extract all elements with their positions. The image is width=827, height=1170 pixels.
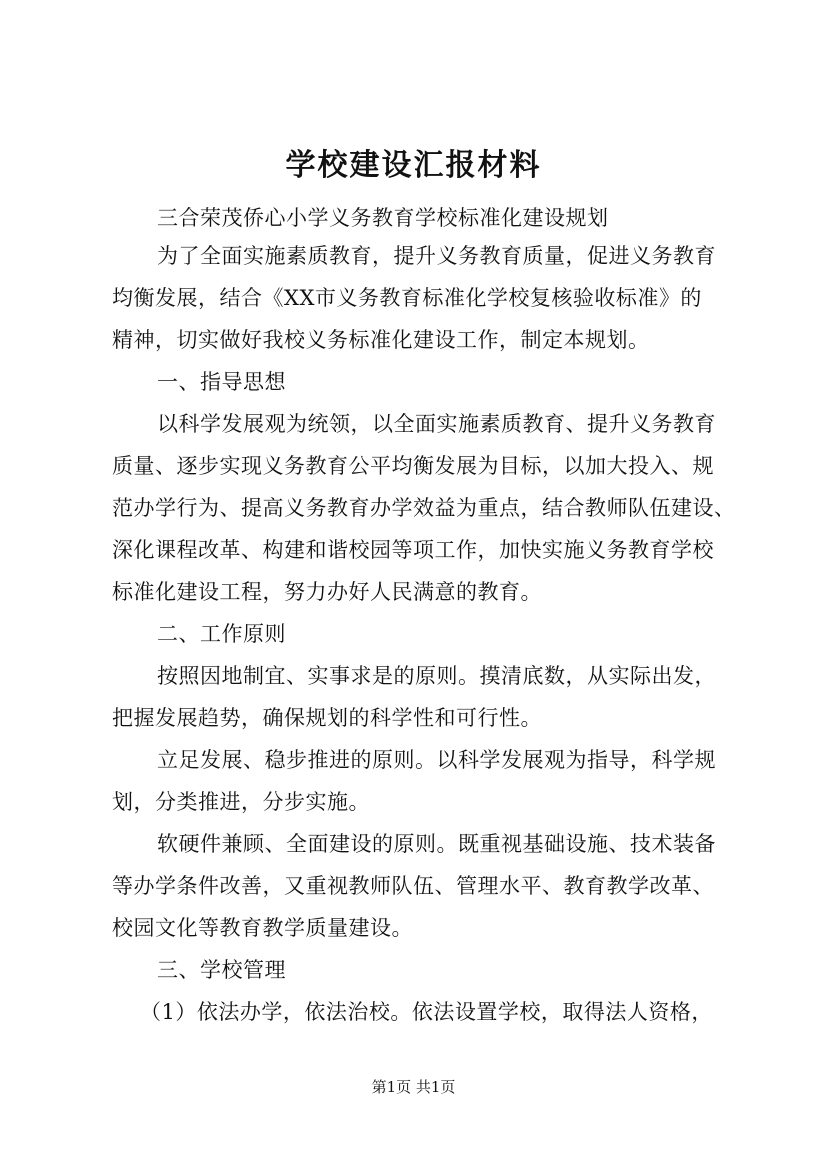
paragraph-line: 按照因地制宜、实事求是的原则。摸清底数，从实际出发， [157,664,716,688]
paragraph-line: 立足发展、稳步推进的原则。以科学发展观为指导，科学规 [157,748,716,772]
paragraph-line: 均衡发展，结合《XX市义务教育标准化学校复核验收标准》的 [112,286,702,310]
paragraph-line: 校园文化等教育教学质量建设。 [112,916,413,940]
page-footer: 第1页 共1页 [371,1078,456,1096]
paragraph-line: 标准化建设工程，努力办好人民满意的教育。 [112,580,542,604]
paragraph-line: 把握发展趋势，确保规划的科学性和可行性。 [112,706,542,730]
paragraph-line: 等办学条件改善，又重视教师队伍、管理水平、教育教学改革、 [112,874,714,898]
paragraph-line: 以科学发展观为统领，以全面实施素质教育、提升义务教育 [157,412,716,436]
paragraph-line: 划，分类推进，分步实施。 [112,790,370,814]
subtitle-line: 三合荣茂侨心小学义务教育学校标准化建设规划 [157,206,609,230]
paragraph-line: 为了全面实施素质教育，提升义务教育质量，促进义务教育 [157,244,716,268]
section-heading: 二、工作原则 [157,622,286,646]
paragraph-line: 深化课程改革、构建和谐校园等项工作，加快实施义务教育学校 [112,538,714,562]
paragraph-line: （1）依法办学，依法治校。依法设置学校，取得法人资格， [140,1000,713,1024]
section-heading: 一、指导思想 [157,370,286,394]
paragraph-line: 范办学行为、提高义务教育办学效益为重点，结合教师队伍建设、 [112,496,736,520]
paragraph-line: 精神，切实做好我校义务标准化建设工作，制定本规划。 [112,328,650,352]
document-title: 学校建设汇报材料 [285,148,542,183]
paragraph-line: 软硬件兼顾、全面建设的原则。既重视基础设施、技术装备 [157,832,716,856]
paragraph-line: 质量、逐步实现义务教育公平均衡发展为目标，以加大投入、规 [112,454,714,478]
section-heading: 三、学校管理 [157,958,286,982]
